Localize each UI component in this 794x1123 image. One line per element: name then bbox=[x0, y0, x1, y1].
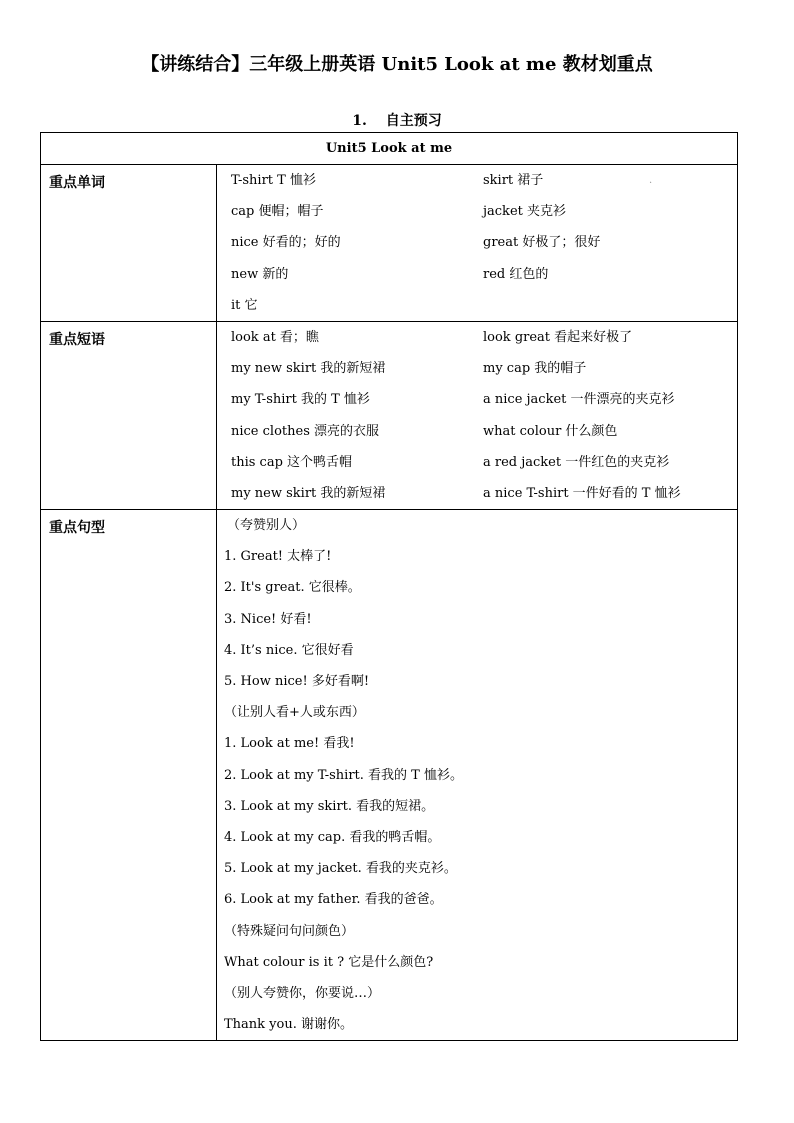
phrases-entry: a red jacket 一件红色的夹克衫 bbox=[483, 454, 670, 470]
words-entry: T-shirt T 恤衫 bbox=[231, 173, 316, 188]
phrases-cell bbox=[217, 321, 738, 509]
sentence-line: 6. Look at my father. 看我的爸爸。 bbox=[224, 892, 443, 908]
phrases-entry: my cap 我的帽子 bbox=[483, 361, 587, 377]
table-header: Unit5 Look at me bbox=[41, 133, 738, 165]
phrases-entry: a nice T-shirt 一件好看的 T 恤衫 bbox=[483, 485, 681, 501]
phrases-label: 重点短语 bbox=[41, 321, 217, 509]
sentence-line: （夸赞别人） bbox=[227, 518, 306, 534]
phrases-row bbox=[217, 478, 737, 509]
phrases-entry: my new skirt 我的新短裙 bbox=[231, 485, 386, 501]
words-row bbox=[217, 290, 737, 321]
words-entry: new 新的 bbox=[231, 266, 289, 282]
phrases-entry: my new skirt 我的新短裙 bbox=[231, 361, 386, 377]
sentence-line: 4. Look at my cap. 看我的鸭舌帽。 bbox=[224, 829, 441, 845]
words-entry: red 红色的 bbox=[483, 266, 549, 282]
section-label: 自主预习 bbox=[385, 113, 442, 129]
sentence-line: 5. Look at my jacket. 看我的夹克衫。 bbox=[224, 861, 457, 877]
sentence-line: 5. How nice! 多好看啊! bbox=[224, 674, 370, 689]
sentence-line: （特殊疑问句问颜色） bbox=[224, 923, 355, 939]
phrases-entry: look great 看起来好极了 bbox=[483, 329, 633, 345]
vocab-table bbox=[40, 132, 738, 1041]
section-number: 1. bbox=[352, 113, 367, 129]
words-cell bbox=[217, 165, 738, 322]
stray-dot-mark: . bbox=[649, 175, 653, 186]
sentence-line: 3. Look at my skirt. 看我的短裙。 bbox=[224, 798, 435, 814]
sentences-list bbox=[217, 510, 737, 1040]
phrases-row bbox=[217, 416, 737, 447]
words-entry: cap 便帽；帽子 bbox=[231, 204, 324, 220]
words-row bbox=[217, 165, 737, 196]
phrases-row bbox=[217, 384, 737, 415]
words-entry: great 好极了；很好 bbox=[483, 235, 601, 251]
phrases-entry: a nice jacket 一件漂亮的夹克衫 bbox=[483, 392, 675, 408]
sentence-line: 1. Look at me! 看我! bbox=[224, 736, 355, 752]
sentence-line: Thank you. 谢谢你。 bbox=[224, 1017, 353, 1033]
phrases-row bbox=[217, 322, 737, 353]
section-heading bbox=[0, 110, 794, 130]
sentence-line: （让别人看+人或东西） bbox=[224, 705, 365, 721]
words-row bbox=[217, 227, 737, 258]
phrases-list bbox=[217, 322, 737, 509]
page-title: 【讲练结合】三年级上册英语 Unit5 Look at me 教材划重点 bbox=[141, 54, 653, 75]
sentence-line: 3. Nice! 好看! bbox=[224, 611, 312, 627]
sentence-line: 2. Look at my T-shirt. 看我的 T 恤衫。 bbox=[224, 767, 463, 783]
phrases-entry: nice clothes 漂亮的衣服 bbox=[231, 423, 379, 439]
words-row bbox=[217, 196, 737, 227]
phrases-entry: what colour 什么颜色 bbox=[483, 423, 618, 439]
words-entry: skirt 裙子 bbox=[483, 173, 544, 188]
phrases-entry: look at 看；瞧 bbox=[231, 329, 319, 345]
sentence-line: 2. It's great. 它很棒。 bbox=[224, 580, 361, 596]
words-label: 重点单词 bbox=[41, 165, 217, 322]
words-entry: it 它 bbox=[231, 297, 258, 313]
phrases-entry: my T-shirt 我的 T 恤衫 bbox=[231, 392, 370, 408]
sentence-line: What colour is it ? 它是什么颜色? bbox=[224, 954, 434, 970]
words-entry: nice 好看的；好的 bbox=[231, 235, 341, 251]
phrases-row bbox=[217, 353, 737, 384]
sentence-line: 4. It’s nice. 它很好看 bbox=[224, 642, 354, 658]
phrases-entry: this cap 这个鸭舌帽 bbox=[231, 454, 353, 470]
words-list bbox=[217, 165, 737, 321]
words-row bbox=[217, 259, 737, 290]
sentences-label: 重点句型 bbox=[41, 510, 217, 1041]
sentences-cell bbox=[217, 510, 738, 1041]
sentence-line: （别人夸赞你，你要说…） bbox=[224, 985, 381, 1001]
words-entry: jacket 夹克衫 bbox=[483, 204, 566, 220]
sentence-line: 1. Great! 太棒了! bbox=[224, 549, 332, 565]
phrases-row bbox=[217, 447, 737, 478]
